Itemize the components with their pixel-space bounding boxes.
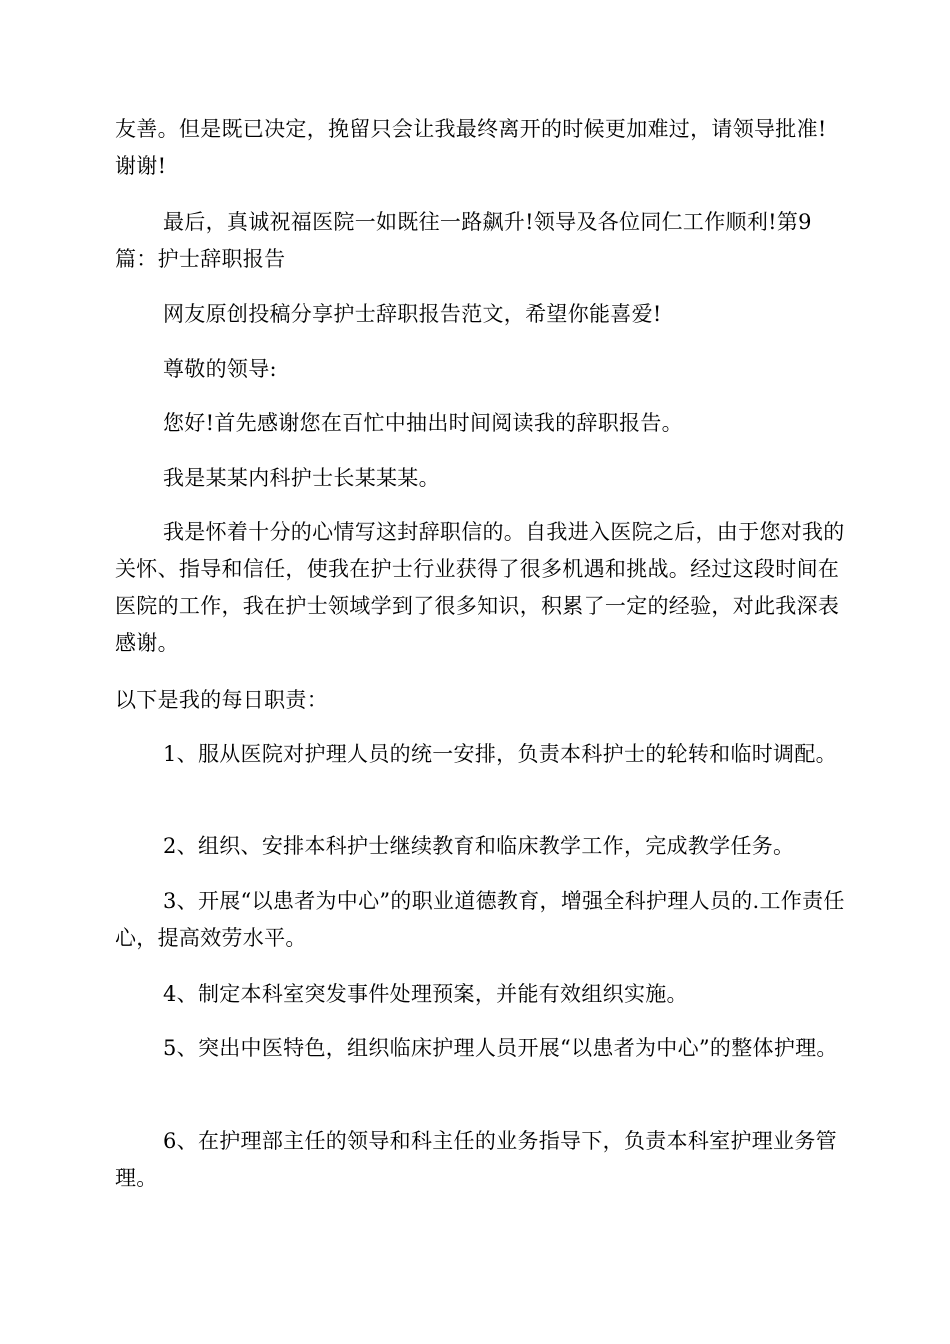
list-item-duty-1: 1、服从医院对护理人员的统一安排，负责本科护士的轮转和临时调配。 bbox=[163, 742, 837, 766]
paragraph-salutation: 尊敬的领导: bbox=[163, 357, 277, 381]
paragraph-reason: 我是怀着十分的心情写这封辞职信的。自我进入医院之后，由于您对我的关怀、指导和信任，使我在护士行业获得了很多机遇和挑战。经过这段时间在医院的工作，我在护士领域学到了很多知识，积累了一定的经验，对此我深表感谢。 bbox=[115, 520, 845, 655]
paragraph-duties-heading: 以下是我的每日职责： bbox=[115, 688, 328, 712]
paragraph-closing-request: 友善。但是既已决定，挽留只会让我最终离开的时候更加难过，请领导批准!谢谢! bbox=[115, 117, 827, 178]
paragraph-blessing-and-section-title: 最后，真诚祝福医院一如既往一路飙升!领导及各位同仁工作顺利!第9篇：护士辞职报告 bbox=[115, 210, 812, 271]
paragraph-greeting: 您好!首先感谢您在百忙中抽出时间阅读我的辞职报告。 bbox=[163, 411, 683, 435]
list-item-duty-6: 6、在护理部主任的领导和科主任的业务指导下，负责本科室护理业务管理。 bbox=[115, 1129, 837, 1190]
list-item-duty-5: 5、突出中医特色，组织临床护理人员开展“以患者为中心”的整体护理。 bbox=[163, 1036, 838, 1060]
list-item-duty-4: 4、制定本科室突发事件处理预案，并能有效组织实施。 bbox=[163, 982, 688, 1006]
paragraph-intro: 网友原创投稿分享护士辞职报告范文，希望你能喜爱! bbox=[163, 302, 662, 326]
list-item-duty-2: 2、组织、安排本科护士继续教育和临床教学工作，完成教学任务。 bbox=[163, 834, 795, 858]
list-item-duty-3: 3、开展“以患者为中心”的职业道德教育，增强全科护理人员的.工作责任心，提高效劳水平。 bbox=[115, 889, 845, 950]
paragraph-self-introduction: 我是某某内科护士长某某某。 bbox=[163, 466, 440, 490]
